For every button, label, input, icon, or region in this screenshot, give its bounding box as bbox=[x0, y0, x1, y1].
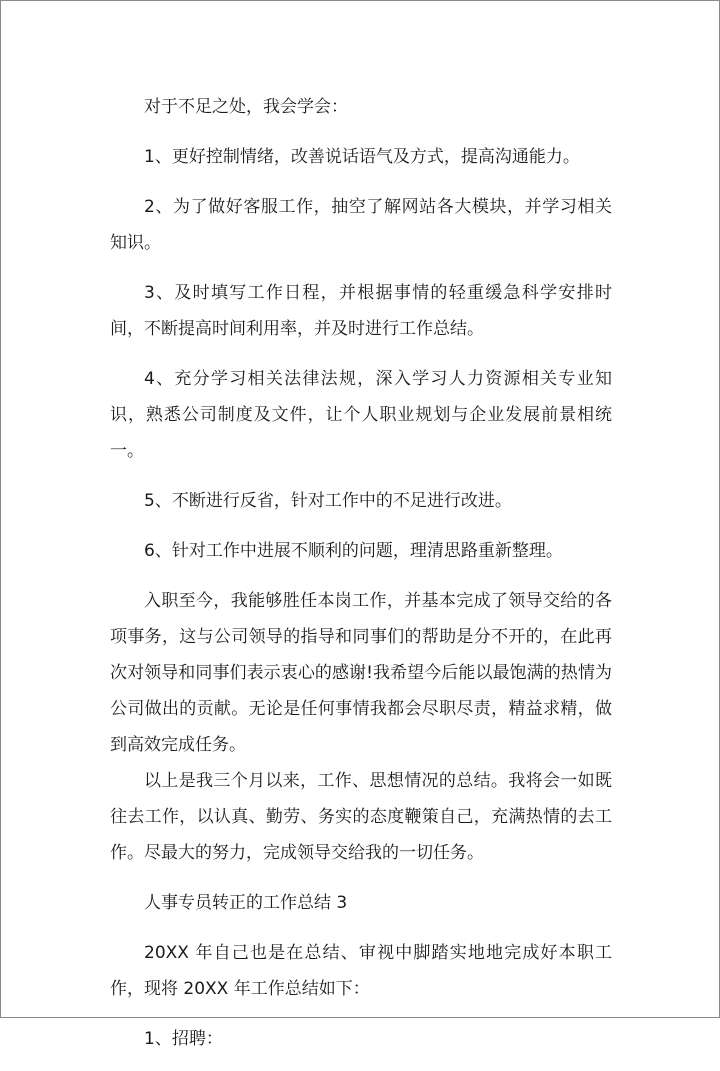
paragraph: 20XX 年自己也是在总结、审视中脚踏实地地完成好本职工作，现将 20XX 年工作总结如下： bbox=[110, 943, 612, 999]
list-item: 4、充分学习相关法律法规，深入学习人力资源相关专业知识，熟悉公司制度及文件，让个人职业规划与企业发展前景相统一。 bbox=[110, 369, 612, 461]
paragraph: 入职至今，我能够胜任本岗工作，并基本完成了领导交给的各项事务，这与公司领导的指导和同事们的帮助是分不开的，在此再次对领导和同事们表示衷心的感谢!我希望今后能以最饱满的热情为公司做出的贡献。无论是任何事情我都会尽职尽责，精益求精，做到高效完成任务。 bbox=[110, 591, 612, 755]
list-item: 1、更好控制情绪，改善说话语气及方式，提高沟通能力。 bbox=[144, 147, 580, 167]
section-heading: 人事专员转正的工作总结 3 bbox=[144, 893, 348, 913]
list-item: 3、及时填写工作日程，并根据事情的轻重缓急科学安排时间，不断提高时间利用率，并及时进行工作总结。 bbox=[110, 283, 612, 339]
list-item: 1、招聘： bbox=[144, 1029, 223, 1049]
list-item: 5、不断进行反省，针对工作中的不足进行改进。 bbox=[144, 491, 512, 511]
document-body bbox=[110, 89, 612, 1071]
paragraph: 对于不足之处，我会学会： bbox=[144, 97, 348, 117]
paragraph: 以上是我三个月以来，工作、思想情况的总结。我将会一如既往去工作，以认真、勤劳、务实的态度鞭策自己，充满热情的去工作。尽最大的努力，完成领导交给我的一切任务。 bbox=[110, 771, 612, 863]
list-item: 2、为了做好客服工作，抽空了解网站各大模块，并学习相关知识。 bbox=[110, 197, 612, 253]
list-item: 6、针对工作中进展不顺利的问题，理清思路重新整理。 bbox=[144, 541, 563, 561]
